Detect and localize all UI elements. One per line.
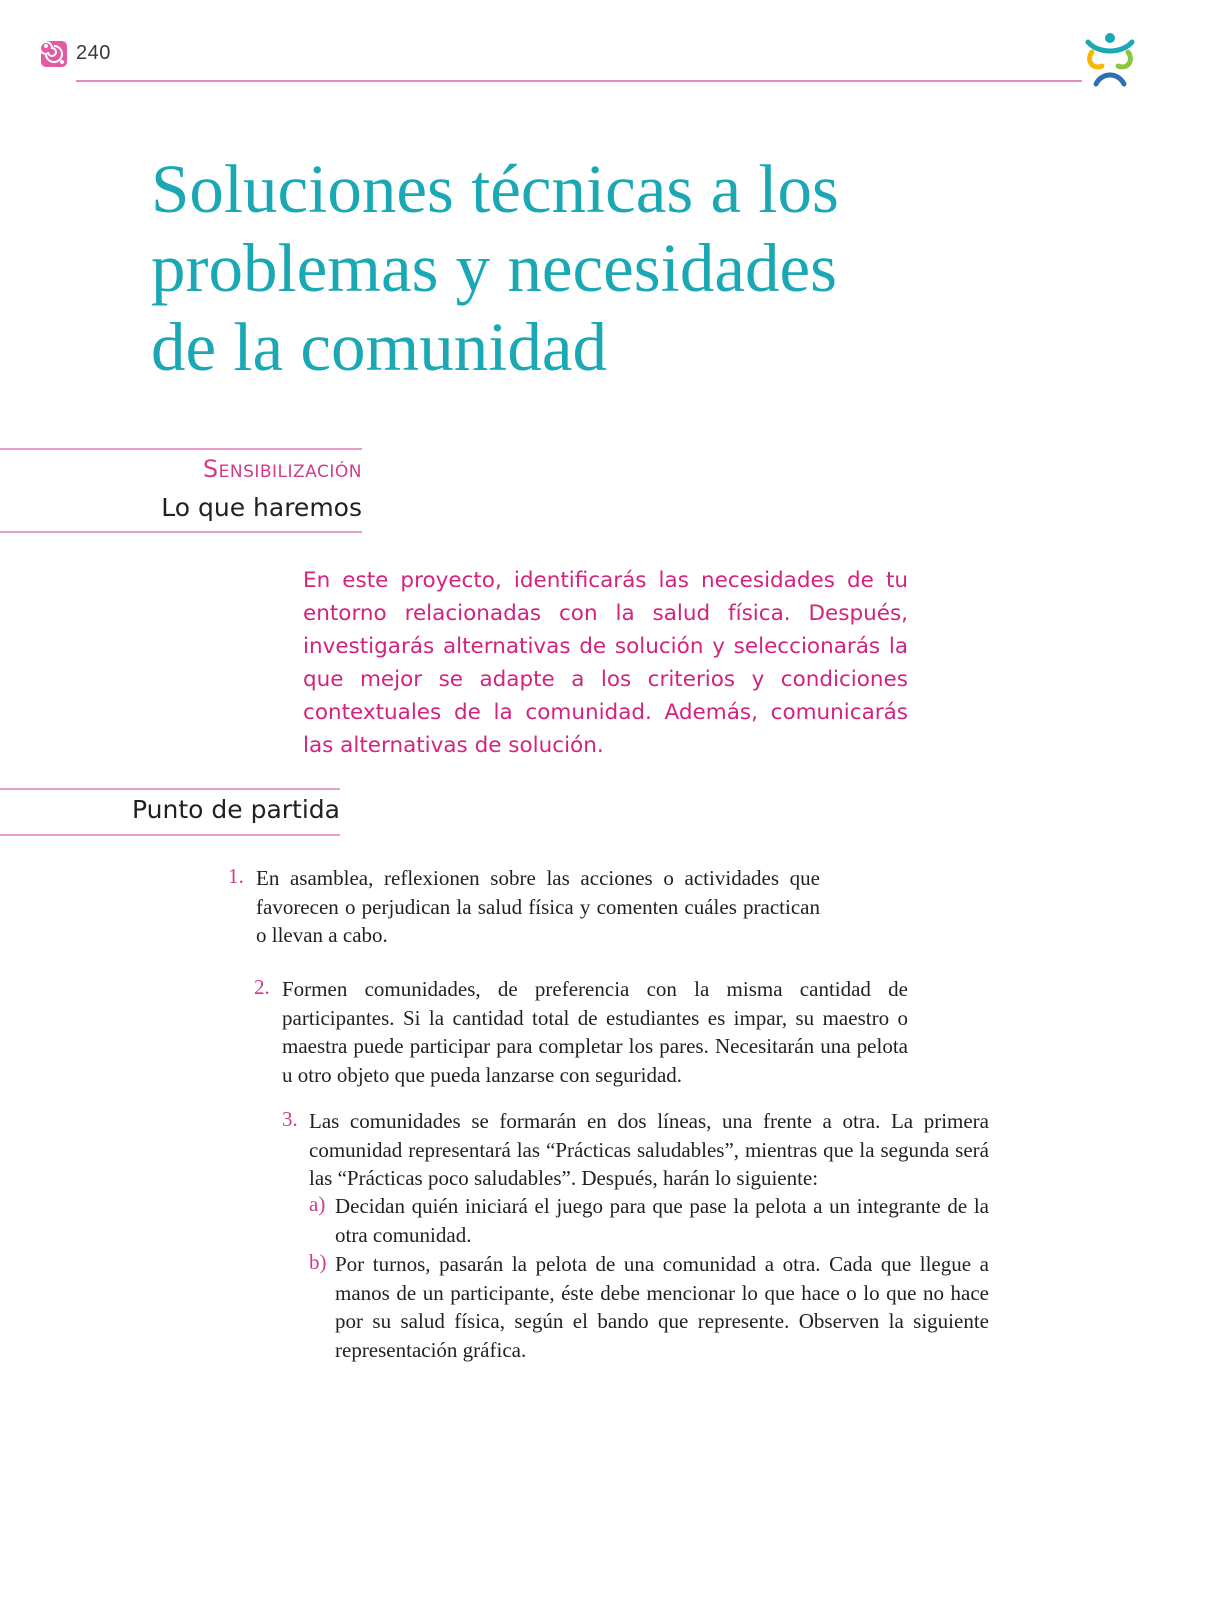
section-subtitle: Lo que haremos <box>161 493 362 522</box>
substep-text: Decidan quién iniciará el juego para que pase la pelota a un integrante de la otra comunidad. <box>335 1194 989 1247</box>
interlocking-people-logo-icon <box>1082 28 1138 88</box>
title-line-3: de la comunidad <box>151 309 608 385</box>
header-rule <box>76 80 1082 82</box>
section2-rule-top <box>0 788 340 790</box>
pink-spiral-ornament-icon <box>38 38 70 70</box>
step-text: Formen comunidades, de preferencia con la misma cantidad de participantes. Si la cantidad total de estudiantes es impar, su maestro o maestra puede participar para completar los pares. Necesitarán una pelota u otro objeto que pueda lanzarse con seguridad. <box>282 977 908 1087</box>
substep-letter: a) <box>309 1192 326 1216</box>
step-text: Las comunidades se formarán en dos líneas, una frente a otra. La primera comunidad representará las “Prácticas saludables”, mientras que la segunda será las “Prácticas poco saludables”. Después, harán lo siguiente: <box>309 1109 989 1190</box>
intro-paragraph: En este proyecto, identificarás las necesidades de tu entorno relacionadas con la salud física. Después, investigarás alternativas de solución y seleccionarás la que mejor se adapte a los criterios y condiciones contextuales de la comunidad. Además, comunicarás las alternativas de solución. <box>303 568 908 758</box>
page-title <box>151 150 951 387</box>
step-number: 3. <box>282 1107 298 1131</box>
step-number: 2. <box>254 975 270 999</box>
section-rule-top <box>0 448 362 450</box>
substep-letter: b) <box>309 1250 327 1274</box>
page-number: 240 <box>76 42 111 64</box>
section-rule-bottom <box>0 531 362 533</box>
substep-text: Por turnos, pasarán la pelota de una comunidad a otra. Cada que llegue a manos de un participante, éste debe mencionar lo que hace o lo que no hace por su salud física, según el bando que represente. Observen la siguiente representación gráfica. <box>335 1252 989 1362</box>
section-tag: Sensibilización <box>202 455 362 483</box>
section2-title: Punto de partida <box>132 795 340 824</box>
section2-rule-bottom <box>0 834 340 836</box>
step-text: En asamblea, reflexionen sobre las acciones o actividades que favorecen o perjudican la salud física y comenten cuáles practican o llevan a cabo. <box>256 866 820 947</box>
step-number: 1. <box>228 864 244 888</box>
title-line-1: Soluciones técnicas a los <box>151 151 839 227</box>
title-line-2: problemas y necesidades <box>151 230 837 306</box>
